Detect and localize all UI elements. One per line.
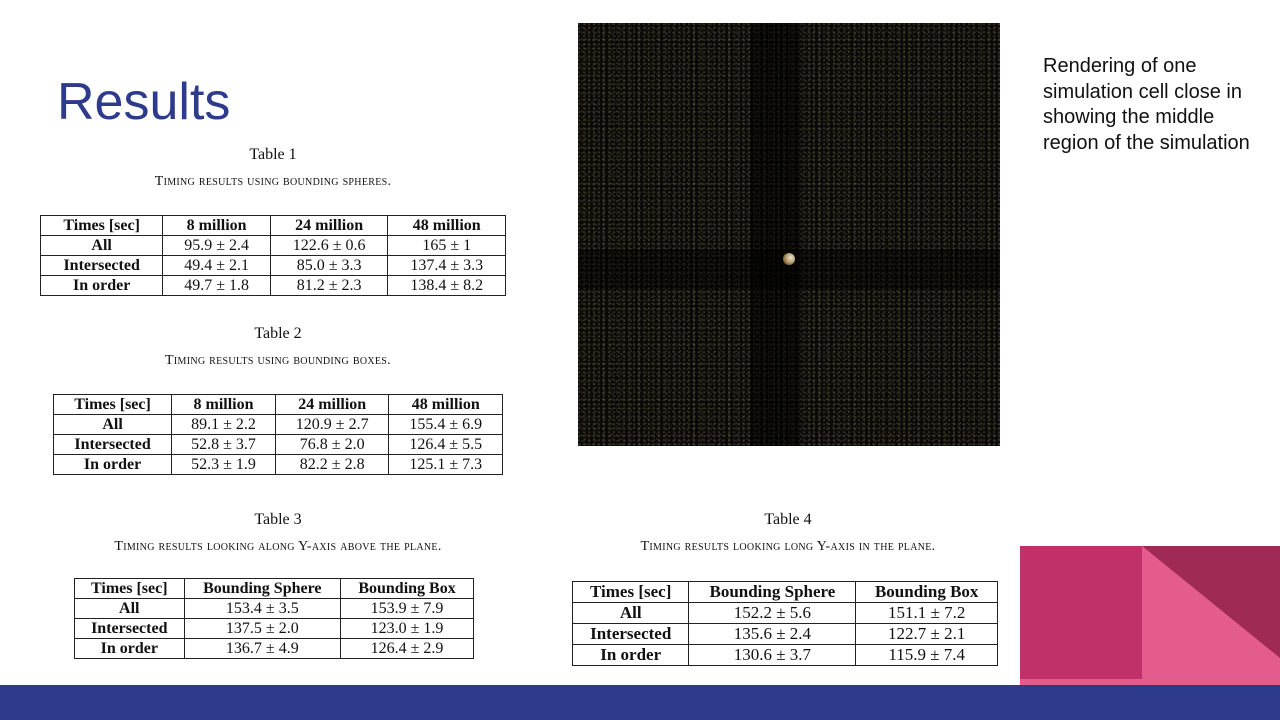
table-cell: 122.6 ± 0.6 xyxy=(270,236,388,256)
table-cell: 52.8 ± 3.7 xyxy=(172,435,276,455)
table-cell: 76.8 ± 2.0 xyxy=(275,435,389,455)
table-cell: 137.5 ± 2.0 xyxy=(184,619,341,639)
row-label: All xyxy=(54,415,172,435)
row-label: All xyxy=(573,603,689,624)
simulation-rendering-image xyxy=(578,23,1000,446)
decorative-corner-shapes xyxy=(1020,546,1280,685)
table-cell: 136.7 ± 4.9 xyxy=(184,639,341,659)
column-header: Bounding Sphere xyxy=(689,582,856,603)
column-header: 8 million xyxy=(163,216,271,236)
table-cell: 95.9 ± 2.4 xyxy=(163,236,271,256)
table-cell: 122.7 ± 2.1 xyxy=(856,624,998,645)
central-sphere xyxy=(783,253,795,265)
results-table-4 xyxy=(572,581,998,666)
column-header: Times [sec] xyxy=(573,582,689,603)
table-row xyxy=(75,619,474,639)
table-4-block xyxy=(560,511,1016,671)
table-cell: 89.1 ± 2.2 xyxy=(172,415,276,435)
table-caption: Timing results using bounding boxes. xyxy=(165,353,391,368)
column-header: Times [sec] xyxy=(75,579,185,599)
table-header-row xyxy=(54,395,503,415)
table-number: Table 3 xyxy=(254,511,302,528)
table-cell: 130.6 ± 3.7 xyxy=(689,645,856,666)
row-label: Intersected xyxy=(41,256,163,276)
table-row xyxy=(75,599,474,619)
row-label: Intersected xyxy=(54,435,172,455)
row-label: Intersected xyxy=(573,624,689,645)
row-label: In order xyxy=(573,645,689,666)
table-cell: 137.4 ± 3.3 xyxy=(388,256,506,276)
table-cell: 125.1 ± 7.3 xyxy=(389,455,503,475)
table-caption: Timing results looking long Y-axis in the plane. xyxy=(640,539,936,554)
table-cell: 120.9 ± 2.7 xyxy=(275,415,389,435)
table-cell: 135.6 ± 2.4 xyxy=(689,624,856,645)
table-cell: 126.4 ± 2.9 xyxy=(341,639,474,659)
column-header: Bounding Box xyxy=(341,579,474,599)
table-number: Table 1 xyxy=(249,146,297,163)
table-row xyxy=(54,435,503,455)
table-caption: Timing results using bounding spheres. xyxy=(154,174,392,189)
table-row xyxy=(54,455,503,475)
results-table-3 xyxy=(74,578,474,659)
row-label: In order xyxy=(75,639,185,659)
column-header: 48 million xyxy=(388,216,506,236)
row-label: All xyxy=(75,599,185,619)
table-cell: 153.4 ± 3.5 xyxy=(184,599,341,619)
row-label: In order xyxy=(54,455,172,475)
table-2-block xyxy=(53,325,503,485)
table-row xyxy=(75,639,474,659)
table-cell: 123.0 ± 1.9 xyxy=(341,619,474,639)
table-cell: 81.2 ± 2.3 xyxy=(270,276,388,296)
table-caption: Timing results looking along Y-axis above the plane. xyxy=(114,539,442,554)
table-cell: 126.4 ± 5.5 xyxy=(389,435,503,455)
table-row xyxy=(41,236,506,256)
table-number: Table 4 xyxy=(764,511,812,528)
row-label: In order xyxy=(41,276,163,296)
table-header-row xyxy=(75,579,474,599)
table-row xyxy=(573,603,998,624)
slide-title: Results xyxy=(57,73,231,131)
table-1-block xyxy=(40,146,506,306)
table-cell: 152.2 ± 5.6 xyxy=(689,603,856,624)
table-row xyxy=(573,624,998,645)
table-cell: 151.1 ± 7.2 xyxy=(856,603,998,624)
table-row xyxy=(41,256,506,276)
shadow-band-vertical xyxy=(750,23,800,446)
table-cell: 155.4 ± 6.9 xyxy=(389,415,503,435)
footer-bar xyxy=(0,685,1280,720)
table-cell: 49.7 ± 1.8 xyxy=(163,276,271,296)
results-table-1 xyxy=(40,215,506,296)
table-cell: 165 ± 1 xyxy=(388,236,506,256)
column-header: Times [sec] xyxy=(41,216,163,236)
table-cell: 85.0 ± 3.3 xyxy=(270,256,388,276)
table-cell: 52.3 ± 1.9 xyxy=(172,455,276,475)
table-cell: 115.9 ± 7.4 xyxy=(856,645,998,666)
column-header: 8 million xyxy=(172,395,276,415)
table-3-block xyxy=(40,511,516,663)
table-row xyxy=(41,276,506,296)
table-cell: 49.4 ± 2.1 xyxy=(163,256,271,276)
table-cell: 82.2 ± 2.8 xyxy=(275,455,389,475)
table-row xyxy=(54,415,503,435)
column-header: Bounding Box xyxy=(856,582,998,603)
column-header: Bounding Sphere xyxy=(184,579,341,599)
table-header-row xyxy=(573,582,998,603)
results-table-2 xyxy=(53,394,503,475)
table-number: Table 2 xyxy=(254,325,302,342)
column-header: 24 million xyxy=(275,395,389,415)
column-header: Times [sec] xyxy=(54,395,172,415)
column-header: 48 million xyxy=(389,395,503,415)
table-row xyxy=(573,645,998,666)
table-header-row xyxy=(41,216,506,236)
image-description: Rendering of one simulation cell close in showing the middle region of the simulation xyxy=(1043,55,1250,154)
row-label: All xyxy=(41,236,163,256)
table-cell: 153.9 ± 7.9 xyxy=(341,599,474,619)
table-cell: 138.4 ± 8.2 xyxy=(388,276,506,296)
deco-block-dark xyxy=(1020,546,1142,685)
row-label: Intersected xyxy=(75,619,185,639)
column-header: 24 million xyxy=(270,216,388,236)
